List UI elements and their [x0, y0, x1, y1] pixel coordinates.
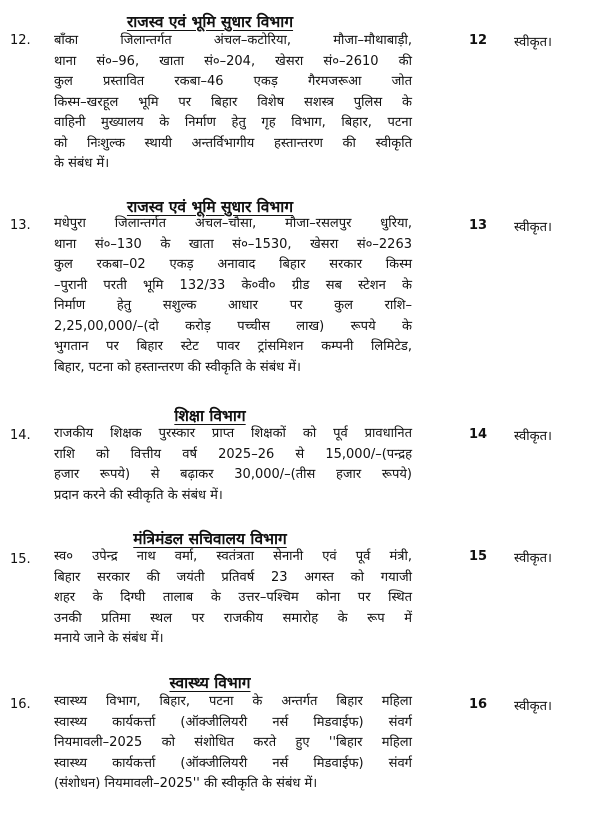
description-line: बाँका जिलान्तर्गत अंचल–कटोरिया, मौजा–मौथाबाड़ी, [54, 33, 412, 48]
description-line: मनाये जाने के संबंध में। [54, 631, 164, 646]
status-text: स्वीकृत। [514, 35, 552, 50]
agenda-description [54, 214, 412, 378]
agenda-description [54, 547, 412, 650]
description-line: किस्म–खरहूल भूमि पर बिहार विशेष सशस्त्र पुलिस के [54, 94, 412, 110]
serial-number: 14. [10, 428, 31, 443]
agenda-number: 16 [468, 697, 488, 712]
description-line: स्वास्थ्य कार्यकर्त्ता (ऑक्जीलियरी नर्स मिडवाईफ) संवर्ग [54, 714, 412, 730]
department-heading: मंत्रिमंडल सचिवालय विभाग [133, 530, 287, 548]
description-line: थाना सं०–130 के खाता सं०–1530, खेसरा सं०–2263 [54, 236, 412, 252]
description-line: प्रदान करने की स्वीकृति के संबंध में। [54, 487, 223, 503]
agenda-number: 12 [468, 33, 488, 48]
description-line: स्वास्थ्य विभाग, बिहार, पटना के अन्तर्गत बिहार महिला [54, 694, 412, 709]
description-line: राशि को वित्तीय वर्ष 2025–26 से 15,000/–(पन्द्रह [54, 446, 412, 462]
description-line: बिहार, पटना को हस्तान्तरण की स्वीकृति के संबंध में। [54, 359, 301, 375]
agenda-number: 15 [468, 549, 488, 564]
agenda-description [54, 692, 412, 795]
description-line: शहर के दिग्घी तालाब के उत्तर–पश्चिम कोना पर स्थित [54, 590, 412, 605]
description-line: 2,25,00,000/–(दो करोड़ पच्चीस लाख) रूपये के [54, 318, 412, 334]
department-heading: स्वास्थ्य विभाग [169, 674, 251, 692]
description-line: के संबंध में। [54, 156, 110, 171]
agenda-description [54, 31, 412, 175]
description-line: भुगतान पर बिहार स्टेट पावर ट्रांसमिशन कम्पनी लिमिटेड, [54, 339, 412, 354]
department-heading: राजस्व एवं भूमि सुधार विभाग [126, 198, 294, 216]
description-line: कुल रकबा–02 एकड़ अनावाद बिहार सरकार किस्म [54, 257, 412, 272]
description-line: राजकीय शिक्षक पुरस्कार प्राप्त शिक्षकों को पूर्व प्रावधानित [54, 426, 412, 441]
status-text: स्वीकृत। [514, 220, 552, 235]
serial-number: 16. [10, 697, 31, 712]
agenda-description [54, 424, 412, 506]
description-line: निर्माण हेतु सशुल्क आधार पर कुल राशि– [54, 298, 412, 313]
serial-number: 13. [10, 218, 31, 233]
description-line: हजार रूपये) से बढ़ाकर 30,000/–(तीस हजार रूपये) [54, 467, 412, 482]
description-line: नियमावली–2025 को संशोधित करते हुए ''बिहार महिला [54, 735, 412, 750]
status-text: स्वीकृत। [514, 429, 552, 444]
description-line: स्व० उपेन्द्र नाथ वर्मा, स्वतंत्रता सेनानी एवं पूर्व मंत्री, [54, 549, 412, 564]
description-line: –पुरानी परती भूमि 132/33 के०वी० ग्रीड सब स्टेशन के [54, 277, 412, 293]
description-line: स्वास्थ्य कार्यकर्त्ता (ऑक्जीलियरी नर्स मिडवाईफ) संवर्ग [54, 755, 412, 771]
department-heading: राजस्व एवं भूमि सुधार विभाग [126, 13, 294, 31]
serial-number: 15. [10, 552, 31, 567]
agenda-number: 14 [468, 427, 488, 442]
department-heading: शिक्षा विभाग [174, 407, 246, 425]
description-line: कुल प्रस्तावित रकबा–46 एकड़ गैरमजरूआ जोत [54, 74, 412, 89]
description-line: बिहार सरकार की जयंती प्रतिवर्ष 23 अगस्त को गयाजी [54, 569, 412, 585]
description-line: उनकी प्रतिमा स्थल पर राजकीय समारोह के रूप में [54, 610, 412, 626]
status-text: स्वीकृत। [514, 551, 552, 566]
description-line: थाना सं०–96, खाता सं०–204, खेसरा सं०–2610 की [54, 53, 412, 69]
description-line: वाहिनी मुख्यालय के निर्माण हेतु गृह विभाग, बिहार, पटना [54, 115, 412, 130]
description-line: को निःशुल्क स्थायी अन्तर्विभागीय हस्तान्तरण की स्वीकृति [54, 135, 412, 151]
agenda-number: 13 [468, 218, 488, 233]
description-line: मधेपुरा जिलान्तर्गत अंचल–चौसा, मौजा–रसलपुर धुरिया, [54, 216, 412, 231]
serial-number: 12. [10, 33, 31, 48]
status-text: स्वीकृत। [514, 699, 552, 714]
description-line: (संशोधन) नियमावली–2025'' की स्वीकृति के संबंध में। [54, 776, 318, 791]
